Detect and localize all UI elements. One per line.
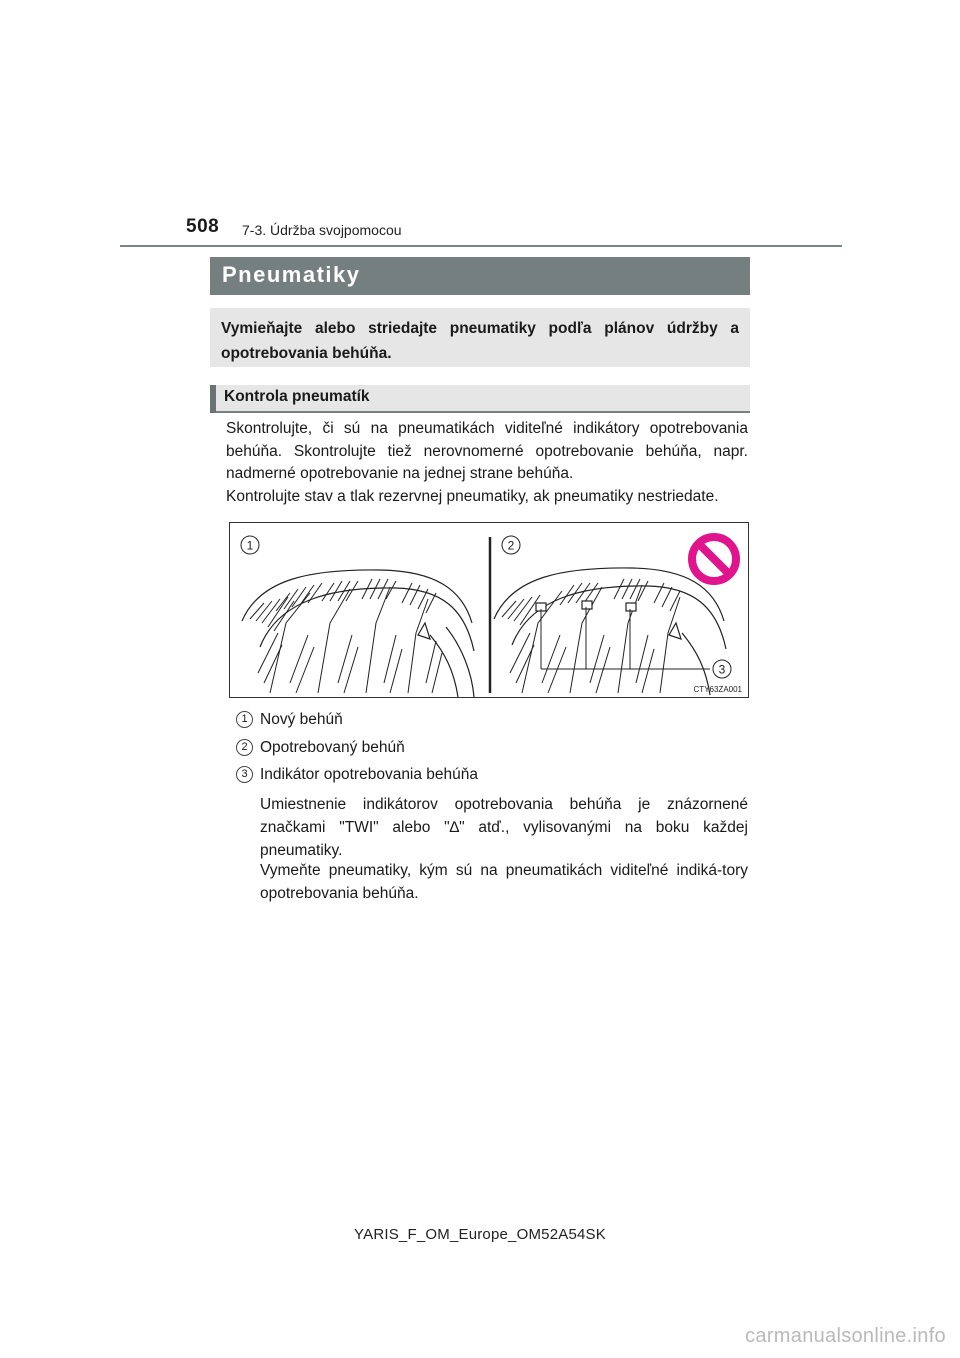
legend-label-worn-tread: Opotrebovaný behúň: [260, 739, 405, 756]
intro-text: Vymieňajte alebo striedajte pneumatiky podľa plánov údržby a opotrebovania behúňa.: [221, 320, 739, 362]
subheading-text: Kontrola pneumatík: [224, 388, 370, 405]
tire-illustration: [230, 523, 748, 697]
new-tread-tire: [242, 570, 474, 697]
title-band: [210, 257, 750, 295]
description-indicator-location: Umiestnenie indikátorov opotrebovania behúňa je znázornené značkami "TWI" alebo "∆" atď., vylisovanými na boku každej pneumatiky.: [260, 796, 748, 859]
legend-label-new-tread: Nový behúň: [260, 711, 343, 728]
figure-code: CTY63ZA001: [693, 685, 742, 694]
page-number: 508: [186, 216, 220, 237]
callout-1-label: 1: [246, 538, 254, 553]
subheading-bar: [210, 385, 216, 413]
tread-wear-triangle-icon: [418, 623, 430, 639]
worn-tread-tire: [494, 568, 726, 695]
paragraph-tread-check: Skontrolujte, či sú na pneumatikách viditeľné indikátory opotrebovania behúňa. Skontrolujte tiež nerovnomerné opotrebovanie behúňa, napr. nadmerné opotrebovanie na jednej strane behúňa.: [226, 420, 748, 482]
callout-1: [241, 536, 259, 554]
callout-2: [502, 536, 520, 554]
watermark: carmanualsonline.info: [745, 1325, 946, 1347]
legend-num-1: 1: [236, 711, 253, 728]
tire-tread-figure: [229, 522, 749, 698]
intro-box: [210, 308, 750, 367]
section-running-head: 7-3. Údržba svojpomocou: [242, 222, 402, 238]
header-rule: [120, 245, 842, 247]
description-replace-tires: Vymeňte pneumatiky, kým sú na pneumatikách viditeľné indiká-tory opotrebovania behúňa.: [260, 862, 748, 902]
legend-num-3: 3: [236, 766, 253, 783]
page-title: Pneumatiky: [222, 262, 361, 287]
paragraph-spare-tire: Kontrolujte stav a tlak rezervnej pneumatiky, ak pneumatiky nestriedate.: [226, 488, 719, 505]
callout-3: [713, 660, 731, 678]
document-footer: YARIS_F_OM_Europe_OM52A54SK: [354, 1226, 606, 1243]
legend-num-2: 2: [236, 739, 253, 756]
legend-label-wear-indicator: Indikátor opotrebovania behúňa: [260, 766, 479, 783]
prohibition-icon: [692, 537, 736, 581]
subheading-band: [210, 385, 750, 413]
callout-3-label: 3: [718, 662, 726, 677]
callout-2-label: 2: [507, 538, 515, 553]
